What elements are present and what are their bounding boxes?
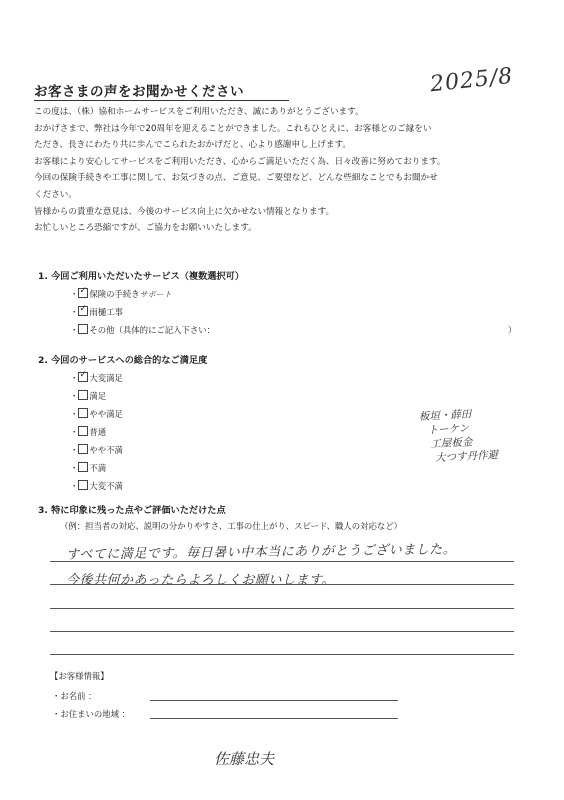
question-3-hint: （例：担当者の対応、説明の分かりやすさ、工事の仕上がり、スピード、職人の対応など）	[60, 521, 402, 531]
customer-info-heading: 【お客様情報】	[50, 671, 109, 681]
q2-option[interactable]: ・ 大変不満	[70, 481, 123, 491]
option-label: 不満	[89, 463, 107, 473]
intro-text	[34, 104, 534, 237]
option-label: やや不満	[89, 445, 123, 455]
checkbox[interactable]	[78, 288, 88, 298]
answer-rule	[50, 631, 514, 632]
handwritten-date: 2025/8	[428, 63, 515, 98]
checkbox[interactable]	[78, 480, 88, 490]
answer-line-1: すべてに満足です。毎日暑い中本当にありがとうございました。	[65, 542, 457, 563]
answer-rule	[50, 654, 514, 655]
question-1-label: 1. 今回ご利用いただいたサービス（複数選択可）	[38, 271, 245, 282]
option-label: 大変不満	[89, 481, 123, 491]
intro-line: 皆様からの貴重な意見は、今後のサービス向上に欠かせない情報となります。	[34, 206, 335, 217]
q1-close-paren: ）	[508, 325, 517, 335]
intro-line: ただき、長きにわたり共に歩んでこられたおかげだと、心より感謝申し上げます。	[34, 140, 351, 151]
checkbox[interactable]	[78, 372, 88, 382]
handwritten-note: サポート	[139, 290, 172, 299]
q2-option[interactable]: ・ やや不満	[70, 445, 123, 455]
checkbox[interactable]	[78, 462, 88, 472]
q2-option[interactable]: ・✓ 大変満足	[70, 372, 123, 384]
answer-rule	[50, 608, 514, 609]
note-line: 工屋板金	[430, 436, 473, 451]
q1-option-gutter[interactable]: ・✓ 雨樋工事	[70, 306, 123, 318]
note-line: トーケン	[427, 422, 470, 437]
option-label: 普通	[89, 427, 107, 437]
checkbox[interactable]	[78, 306, 88, 316]
intro-line: この度は、（株）協和ホームサービスをご利用いただき、誠にありがとうございます。	[34, 107, 364, 117]
option-label: 満足	[89, 391, 107, 401]
answer-rule	[50, 561, 514, 562]
checkbox[interactable]	[78, 444, 88, 454]
question-2-label: 2. 今回のサービスへの総合的なご満足度	[38, 355, 208, 366]
checkbox[interactable]	[78, 390, 88, 400]
area-label: ・お住まいの地域 ：	[52, 709, 131, 719]
q2-option[interactable]: ・ 不満	[70, 463, 107, 473]
checkbox[interactable]	[78, 426, 88, 436]
q2-option[interactable]: ・ 普通	[70, 427, 107, 437]
signature: 佐藤忠夫	[214, 750, 275, 768]
q2-option[interactable]: ・ やや満足	[70, 409, 123, 419]
area-field[interactable]	[150, 718, 398, 719]
checkbox[interactable]	[78, 408, 88, 418]
q1-option-other[interactable]: ・ その他（具体的にご記入下さい：	[70, 325, 215, 335]
intro-line: お客様により安心してサービスをご利用いただき、心からご満足いただく為、日々改善に努めております。	[34, 156, 446, 167]
option-label: 雨樋工事	[89, 307, 123, 317]
note-line: 板垣・薛田	[418, 408, 472, 424]
intro-line: ください。	[34, 189, 77, 200]
checkbox[interactable]	[78, 324, 88, 334]
note-line: 大つす丹作避	[434, 448, 499, 465]
page-title: お客さまの声をお聞かせください	[34, 84, 244, 100]
name-field[interactable]	[150, 700, 398, 701]
q2-option[interactable]: ・ 満足	[70, 391, 107, 401]
answer-line-2: 今後共何かあったらよろしくお願いします。	[66, 573, 335, 588]
question-3-label: 3. 特に印象に残った点やご評価いただけた点	[38, 505, 226, 516]
intro-line: おかげさまで、弊社は今年で20周年を迎えることができました。これもひとえに、お客様とのご縁をい	[34, 123, 432, 134]
q1-option-insurance[interactable]: ・✓ 保険の手続きサポート	[70, 288, 172, 300]
name-label: ・お名前 ：	[52, 691, 97, 701]
option-label: その他（具体的にご記入下さい：	[89, 325, 215, 335]
option-label: やや満足	[89, 409, 123, 419]
intro-line: 今回の保険手続きや工事に関して、お気づきの点、ご意見、ご要望など、どんな些細なことでもお聞かせ	[34, 173, 438, 184]
title-underline	[34, 100, 289, 101]
option-label: 大変満足	[89, 373, 123, 383]
answer-rule	[50, 584, 514, 585]
option-label: 保険の手続き	[89, 289, 140, 299]
intro-line: お忙しいところ恐縮ですが、ご協力をお願いいたします。	[34, 223, 257, 234]
handwritten-contractor-note	[419, 406, 499, 466]
